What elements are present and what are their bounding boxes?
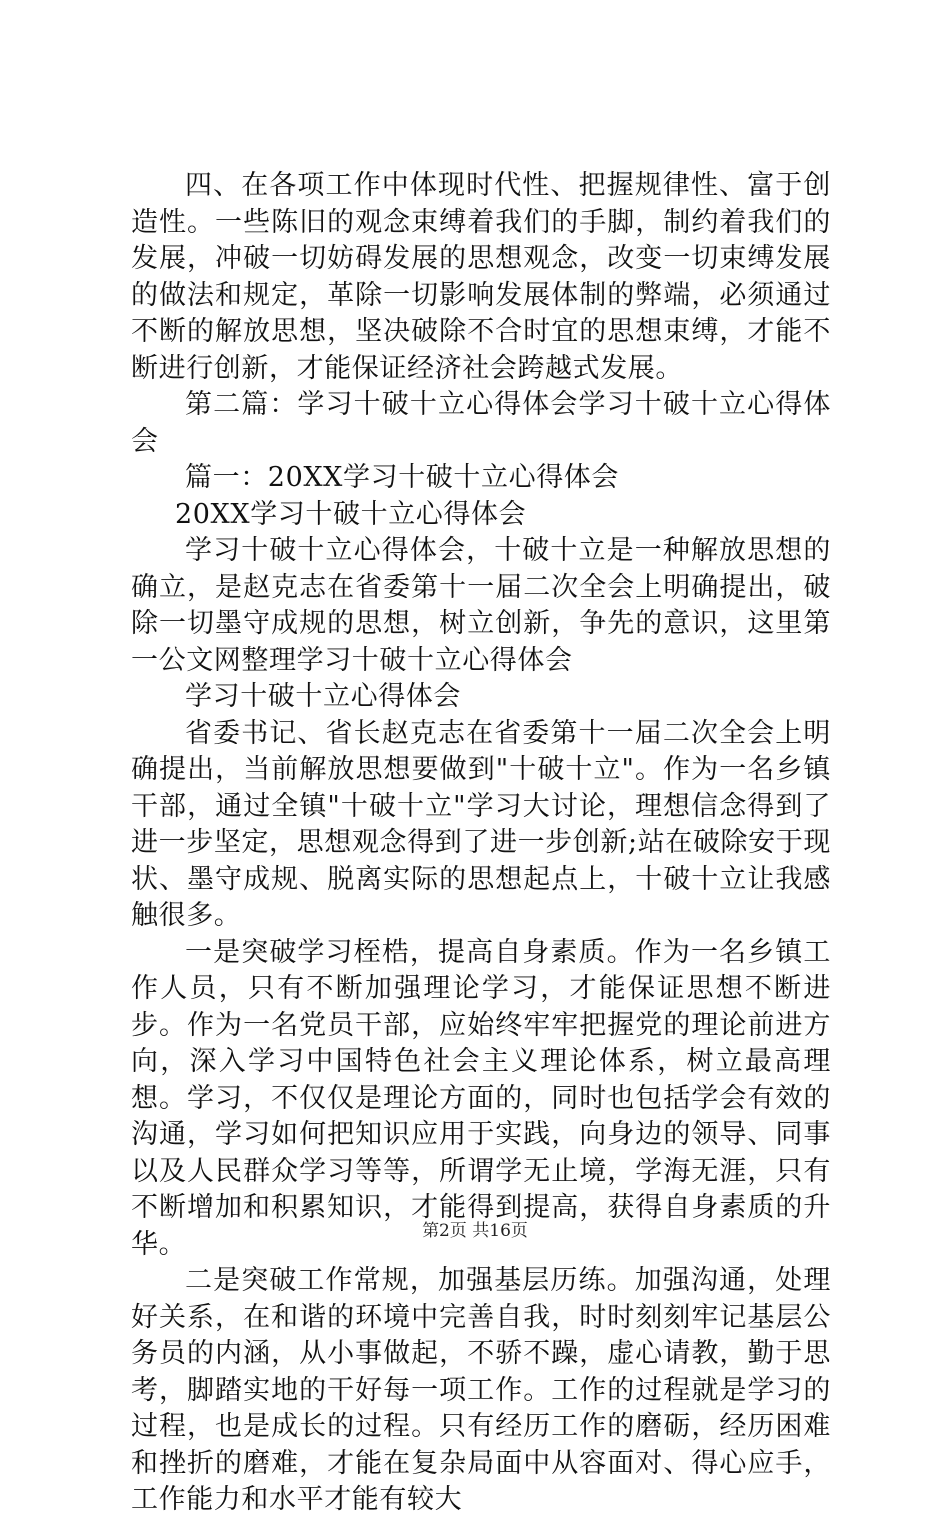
paragraph: 省委书记、省长赵克志在省委第十一届二次全会上明确提出，当前解放思想要做到"十破十立"。作为一名乡镇干部，通过全镇"十破十立"学习大讨论，理想信念得到了进一步坚定，思想观念得到了进一步创新;站在破除安于现状、墨守成规、脱离实际的思想起点上，十破十立让我感触很多。 <box>131 717 831 931</box>
page-number: 第2页 共16页 <box>422 1221 528 1241</box>
document-body <box>131 168 831 1519</box>
paragraph: 一是突破学习桎梏，提高自身素质。作为一名乡镇工作人员，只有不断加强理论学习，才能保证思想不断进步。作为一名党员干部，应始终牢牢把握党的理论前进方向，深入学习中国特色社会主义理论体系，树立最高理想。学习，不仅仅是理论方面的，同时也包括学会有效的沟通，学习如何把知识应用于实践，向身边的领导、同事以及人民群众学习等等，所谓学无止境，学海无涯，只有不断增加和积累知识，才能得到提高，获得自身素质的升华。 <box>131 936 831 1260</box>
article-subtitle: 学习十破十立心得体会 <box>185 681 461 712</box>
sub-heading: 篇一：20XX学习十破十立心得体会 <box>185 462 619 493</box>
paragraph: 学习十破十立心得体会，十破十立是一种解放思想的确立，是赵克志在省委第十一届二次全会上明确提出，破除一切墨守成规的思想，树立创新，争先的意识，这里第一公文网整理学习十破十立心得体会 <box>131 535 831 676</box>
section-heading: 第二篇：学习十破十立心得体会学习十破十立心得体会 <box>131 389 831 457</box>
paragraph: 二是突破工作常规，加强基层历练。加强沟通，处理好关系，在和谐的环境中完善自我，时时刻刻牢记基层公务员的内涵，从小事做起，不骄不躁，虚心请教，勤于思考，脚踏实地的干好每一项工作。工作的过程就是学习的过程，也是成长的过程。只有经历工作的磨砺，经历困难和挫折的磨难，才能在复杂局面中从容面对、得心应手，工作能力和水平才能有较大 <box>131 1265 831 1515</box>
paragraph: 四、在各项工作中体现时代性、把握规律性、富于创造性。一些陈旧的观念束缚着我们的手脚，制约着我们的发展，冲破一切妨碍发展的思想观念，改变一切束缚发展的做法和规定，革除一切影响发展体制的弊端，必须通过不断的解放思想，坚决破除不合时宜的思想束缚，才能不断进行创新，才能保证经济社会跨越式发展。 <box>131 170 831 384</box>
article-title: 20XX学习十破十立心得体会 <box>175 498 527 530</box>
